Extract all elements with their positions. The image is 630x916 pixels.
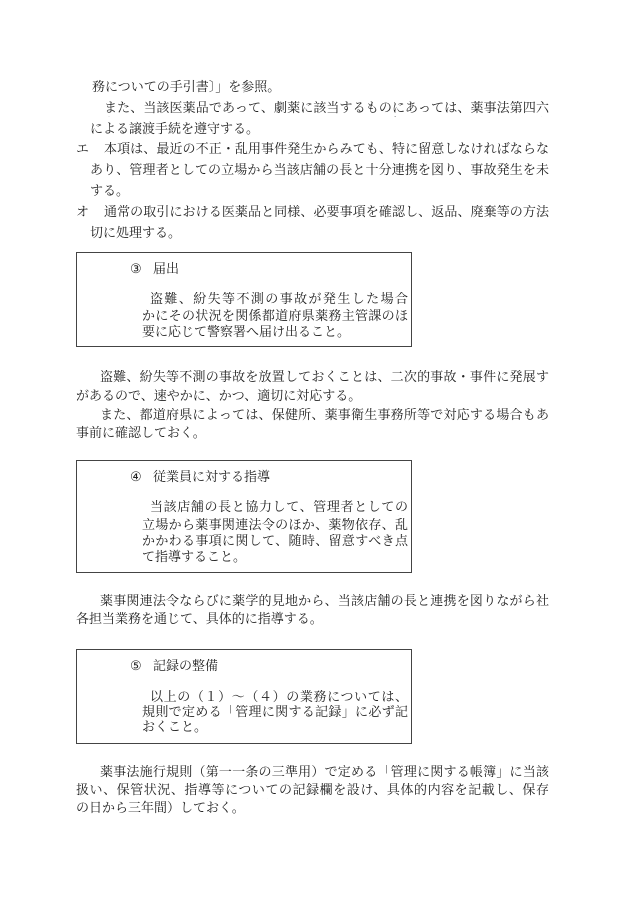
- section-number: ③: [130, 262, 142, 277]
- box-line: 盗難、紛失等不測の事故が発生した場合: [150, 292, 408, 307]
- section-number: ⑤: [130, 659, 142, 674]
- paragraph-line: 薬事法施行規則（第一一条の三準用）で定める「管理に関する帳簿」に当該: [100, 765, 549, 780]
- section-number: ④: [130, 470, 142, 485]
- box-line: 当該店舗の長と協力して、管理者としての: [150, 500, 408, 515]
- item-e-line: 本項は、最近の不正・乱用事件発生からみても、特に留意しなければならな: [104, 142, 549, 157]
- box-line: おくこと。: [142, 720, 208, 735]
- paragraph-line: 扱い、保管状況、指導等についての記録欄を設け、具体的内容を記載し、保存: [76, 783, 549, 798]
- section-title: 届出: [153, 262, 180, 277]
- box-line: て指導すること。: [142, 550, 247, 565]
- paragraph-line: 各担当業務を通じて、具体的に指導する。: [76, 612, 323, 627]
- box-line: かにその状況を関係都道府県薬務主管課のほ: [142, 309, 408, 324]
- paragraph-line: 盗難、紛失等不測の事故を放置しておくことは、二次的事故・事件に発展す: [100, 370, 549, 385]
- paragraph-line: 事前に確認しておく。: [76, 426, 206, 441]
- intro-line: 務についての手引書〕」を参照。: [92, 80, 281, 95]
- item-o-line: 通常の取引における医薬品と同様、必要事項を確認し、返品、廃棄等の方法: [104, 205, 549, 220]
- paragraph-line: 薬事関連法令ならびに薬学的見地から、当該店舗の長と連携を図りながら社: [100, 594, 549, 609]
- section-title: 記録の整備: [153, 659, 219, 674]
- item-o-line: 切に処理する。: [90, 226, 182, 241]
- box-line: かかわる事項に関して、随時、留意すべき点: [142, 534, 408, 549]
- section-title: 従業員に対する指導: [153, 470, 271, 485]
- item-marker: オ: [76, 205, 90, 220]
- paragraph-line: の日から三年間）しておく。: [76, 801, 245, 816]
- paragraph-line: また、都道府県によっては、保健所、薬事衛生事務所等で対応する場合もあ: [100, 408, 549, 423]
- paragraph-line: があるので、速やかに、かつ、適切に対応する。: [76, 389, 362, 404]
- intro-line: による譲渡手続を遵守する。: [90, 122, 260, 137]
- item-marker: エ: [76, 142, 90, 157]
- box-line: 規則で定める「管理に関する記録」に必ず記: [142, 705, 408, 720]
- intro-line: また、当該医薬品であって、劇薬に該当するものにあっては、薬事法第四六: [104, 101, 549, 116]
- box-line: 以上の（１）～（４）の業務については、: [150, 690, 408, 705]
- box-line: 立場から薬事関連法令のほか、薬物依存、乱: [142, 518, 408, 533]
- box-line: 要に応じて警察署へ届け出ること。: [142, 325, 351, 340]
- item-e-line: あり、管理者としての立場から当該店舗の長と十分連携を図り、事故発生を未: [90, 163, 549, 178]
- item-e-line: する。: [90, 184, 130, 199]
